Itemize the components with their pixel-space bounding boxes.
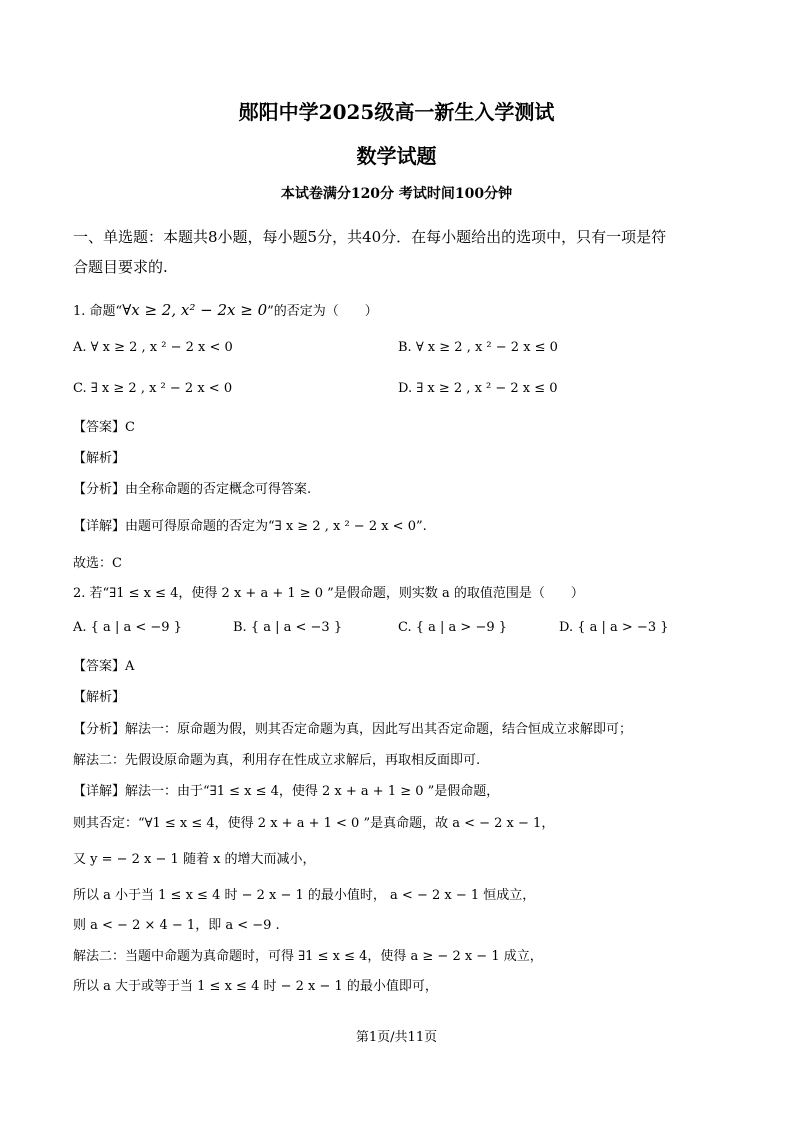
question-1-detail: 【详解】由题可得原命题的否定为“∃ x ≥ 2 , x ² − 2 x < 0”. bbox=[73, 519, 427, 534]
question-2-detail-line-2: 则其否定：“∀1 ≤ x ≤ 4，使得 2 x + a + 1 < 0 ”是真命题，故 a < − 2 x − 1， bbox=[73, 816, 555, 831]
section-heading-line-2: 合题目要求的. bbox=[73, 258, 168, 276]
question-2-detail-line-6: 解法二：当题中命题为真命题时，可得 ∃1 ≤ x ≤ 4，使得 a ≥ − 2 x − 1 成立， bbox=[73, 949, 543, 964]
question-2-detail-line-1: 【详解】解法一：由于“∃1 ≤ x ≤ 4，使得 2 x + a + 1 ≥ 0 ”是假命题， bbox=[73, 784, 500, 799]
question-2-detail-line-4: 所以 a 小于当 1 ≤ x ≤ 4 时 − 2 x − 1 的最小值时， a < − 2 x − 1 恒成立， bbox=[73, 888, 536, 903]
question-1-suffix: ”的否定为（ ） bbox=[267, 304, 378, 319]
question-2-option-a: A. { a | a < −9 } bbox=[73, 620, 182, 635]
question-1-math: ∀x ≥ 2, x² − 2x ≥ 0 bbox=[122, 301, 268, 319]
question-1-option-b: B. ∀ x ≥ 2 , x ² − 2 x ≤ 0 bbox=[398, 340, 558, 355]
question-2-option-b: B. { a | a < −3 } bbox=[233, 620, 343, 635]
question-2-detail-line-7: 所以 a 大于或等于当 1 ≤ x ≤ 4 时 − 2 x − 1 的最小值即可， bbox=[73, 979, 438, 994]
question-2-answer: 【答案】A bbox=[73, 659, 135, 674]
question-1-option-d: D. ∃ x ≥ 2 , x ² − 2 x ≤ 0 bbox=[398, 381, 558, 396]
exam-info: 本试卷满分120分 考试时间100分钟 bbox=[280, 186, 513, 202]
question-1-analysis-heading: 【解析】 bbox=[73, 451, 126, 466]
question-2-analysis-heading: 【解析】 bbox=[73, 690, 126, 705]
question-2-analysis-line-1: 【分析】解法一：原命题为假，则其否定命题为真，因此写出其否定命题，结合恒成立求解即可； bbox=[73, 722, 633, 737]
question-2-option-c: C. { a | a > −9 } bbox=[398, 620, 508, 635]
question-1-choice: 故选：C bbox=[73, 556, 122, 571]
question-1-stem bbox=[73, 300, 378, 319]
question-2-stem: 2. 若“∃1 ≤ x ≤ 4，使得 2 x + a + 1 ≥ 0 ”是假命题，则实数 a 的取值范围是（ ） bbox=[73, 586, 584, 601]
question-1-answer: 【答案】C bbox=[73, 420, 135, 435]
question-2-analysis-line-2: 解法二：先假设原命题为真，利用存在性成立求解后，再取相反面即可. bbox=[73, 753, 481, 768]
question-1-option-a: A. ∀ x ≥ 2 , x ² − 2 x < 0 bbox=[73, 340, 233, 355]
question-1-analysis: 【分析】由全称命题的否定概念可得答案. bbox=[73, 482, 312, 497]
question-1-prefix: 1. 命题“ bbox=[73, 304, 123, 319]
page-footer: 第1页/共11页 bbox=[355, 1030, 438, 1045]
question-1-option-c: C. ∃ x ≥ 2 , x ² − 2 x < 0 bbox=[73, 381, 233, 396]
question-2-detail-line-5: 则 a < − 2 × 4 − 1，即 a < −9 . bbox=[73, 918, 280, 933]
question-2-option-d: D. { a | a > −3 } bbox=[559, 620, 669, 635]
question-2-detail-line-3: 又 y = − 2 x − 1 随着 x 的增大而减小， bbox=[73, 852, 316, 867]
section-heading-line-1: 一、单选题：本题共8小题，每小题5分，共40分．在每小题给出的选项中，只有一项是符 bbox=[73, 228, 667, 246]
page-title: 郧阳中学2025级高一新生入学测试 bbox=[238, 100, 555, 124]
page-subtitle: 数学试题 bbox=[356, 144, 437, 168]
